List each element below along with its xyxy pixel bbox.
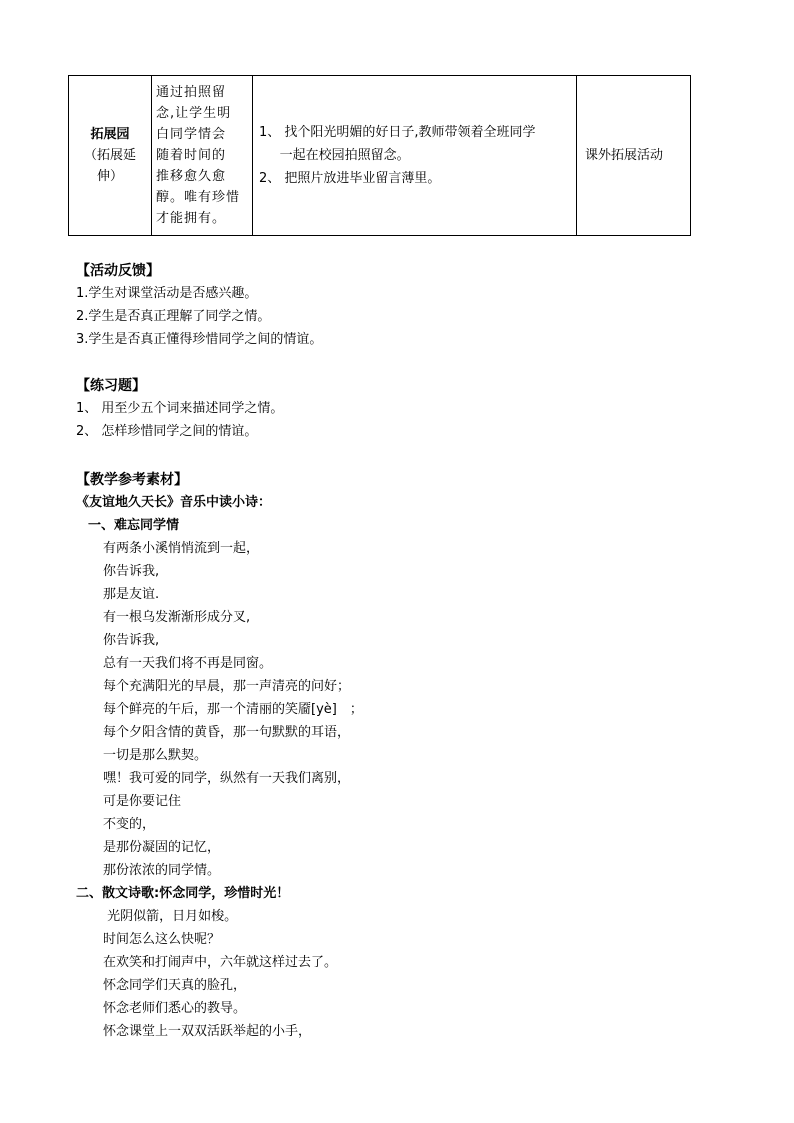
poem-line: 嘿！我可爱的同学，纵然有一天我们离别， [103,771,351,786]
poem-line: 一切是那么默契。 [103,748,208,763]
activity-process-cell [253,76,577,236]
exercise-section [76,375,283,443]
poem-line: 怀念课堂上一双双活跃举起的小手， [103,1024,312,1039]
part2-title: 二、散文诗歌:怀念同学，珍惜时光！ [76,886,290,901]
part1-title: 一、难忘同学情 [88,518,180,533]
activity-goal-cell [152,76,253,236]
poem-line: 那份浓浓的同学情。 [103,863,221,878]
poem-line: 你告诉我, [103,564,160,579]
goal-line: 才能拥有。 [156,211,227,226]
poem-line: 总有一天我们将不再是同窗。 [103,656,273,671]
activity-table [68,75,691,236]
goal-line: 通过拍照留 [156,85,227,100]
poem-line: 有一根乌发渐渐形成分叉, [103,610,251,625]
poem-line: 有两条小溪悄悄流到一起， [103,541,260,556]
material-heading: 【教学参考素材】 [76,472,188,488]
activity-name: 拓展园 [90,127,130,142]
goal-line: 随着时间的 [156,148,227,163]
poem-line: 每个充满阳光的早晨，那一声清亮的问好； [103,679,351,694]
activity-name-sub: （拓展延伸） [83,148,136,184]
poem-line: 每个鲜亮的午后，那一个清丽的笑靥[yè] ； [103,702,363,717]
poem-line: 那是友谊. [103,587,160,602]
process-line: 一起在校园拍照留念。 [259,148,410,163]
goal-line: 白同学情会 [156,127,227,142]
activity-type: 课外拓展活动 [585,148,664,163]
poem-line: 每个夕阳含情的黄昏，那一句默默的耳语， [103,725,351,740]
poem-part2 [76,905,363,1043]
poem-line: 不变的， [103,817,156,832]
activity-type-cell [577,76,691,236]
goal-line: 推移愈久愈 [156,169,227,184]
poem-part1 [76,537,363,882]
poem-line: 时间怎么这么快呢？ [103,932,221,947]
exercise-item: 1、 用至少五个词来描述同学之情。 [76,401,284,416]
process-line: 2、 把照片放进毕业留言薄里。 [259,171,441,186]
table-row [69,76,691,236]
feedback-heading: 【活动反馈】 [76,263,160,279]
poem-line: 是那份凝固的记忆， [103,840,221,855]
exercise-heading: 【练习题】 [76,378,146,394]
feedback-item: 1.学生对课堂活动是否感兴趣。 [76,286,258,301]
poem-line: 怀念老师们悉心的教导。 [103,1001,247,1016]
activity-name-cell [69,76,152,236]
material-section [76,469,363,1043]
process-line: 1、 找个阳光明媚的好日子,教师带领着全班同学 [259,125,536,140]
goal-line: 念,让学生明 [156,106,232,121]
poem-line: 怀念同学们天真的脸孔， [103,978,247,993]
feedback-item: 2.学生是否真正理解了同学之情。 [76,309,271,324]
feedback-item: 3.学生是否真正懂得珍惜同学之间的情谊。 [76,332,323,347]
poem-line: 可是你要记住 [103,794,182,809]
exercise-item: 2、 怎样珍惜同学之间的情谊。 [76,424,258,439]
material-subtitle: 《友谊地久天长》音乐中读小诗： [76,495,272,510]
feedback-section [76,260,322,351]
poem-line: 光阴似箭，日月如梭。 [103,909,238,924]
poem-line: 在欢笑和打闹声中，六年就这样过去了。 [103,955,338,970]
poem-line: 你告诉我, [103,633,160,648]
goal-line: 醇。唯有珍惜 [156,190,241,205]
